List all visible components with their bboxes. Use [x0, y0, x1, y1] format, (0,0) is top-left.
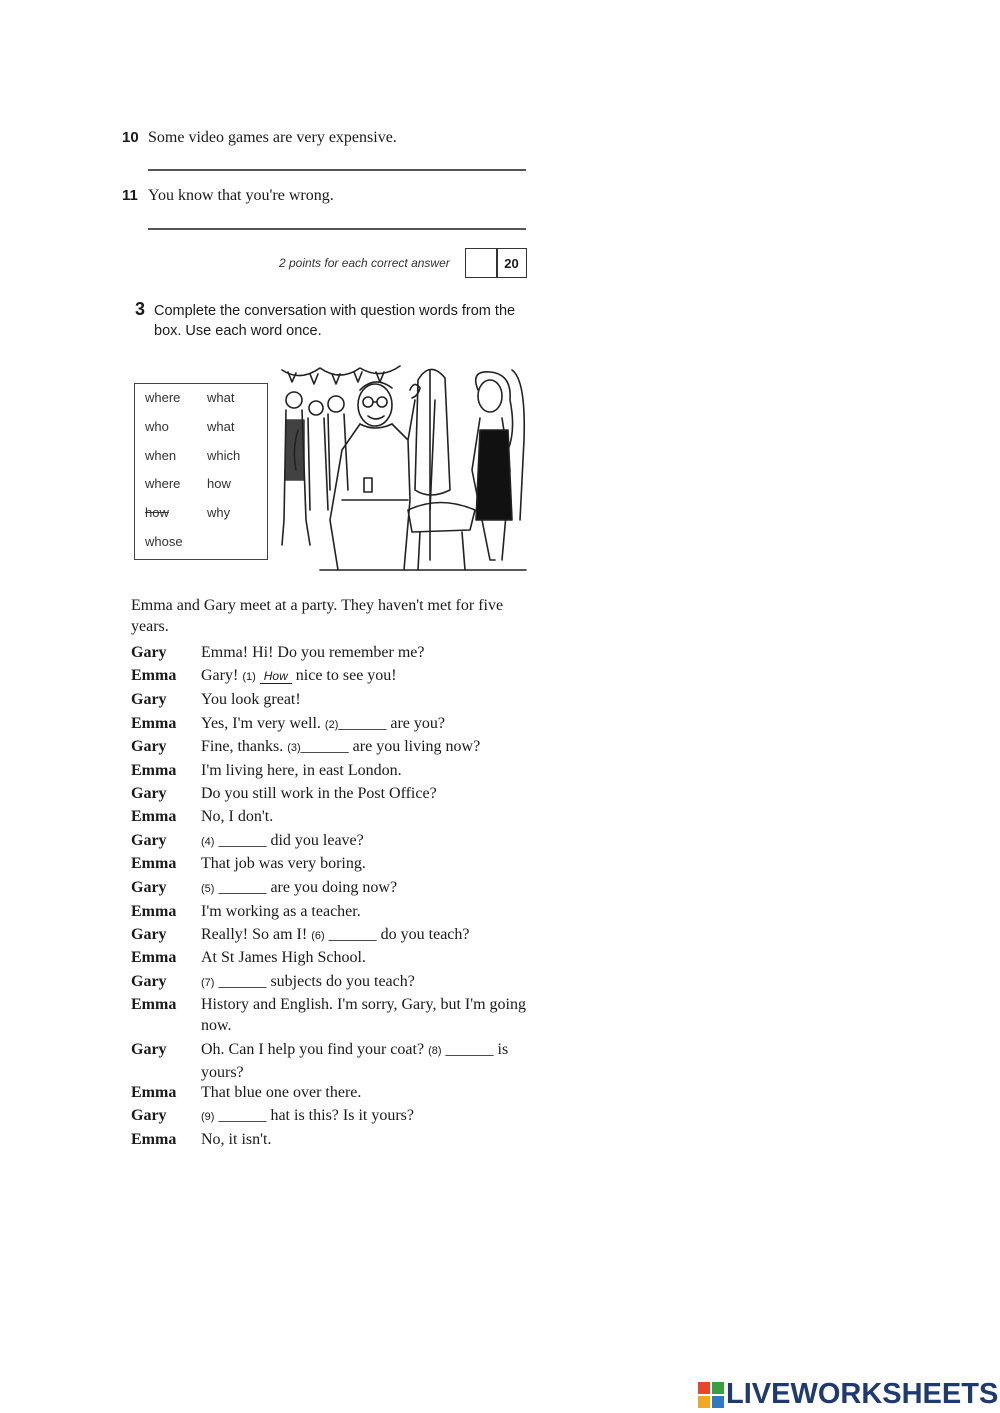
speaker: Emma — [131, 903, 177, 920]
dialogue-line-7 — [0, 783, 1000, 806]
question-text: Some video games are very expensive. — [148, 129, 397, 146]
gap-number: (4) — [201, 836, 215, 848]
word-box-item: what — [207, 390, 235, 405]
utterance-text: Fine, thanks. — [201, 738, 288, 755]
speaker: Gary — [131, 926, 167, 943]
answer-gap-3[interactable]: ______ are you living now? — [300, 738, 481, 755]
question-number: 10 — [122, 129, 139, 146]
dialogue-line-3 — [0, 689, 1000, 712]
speaker: Gary — [131, 832, 167, 849]
score-input[interactable] — [466, 249, 495, 277]
question-number: 11 — [122, 187, 138, 204]
dialogue-line-6 — [0, 760, 1000, 783]
dialogue-line-4 — [0, 713, 1000, 736]
score-total: 20 — [504, 255, 519, 271]
speaker: Emma — [131, 1131, 177, 1148]
answer-gap-4[interactable]: ______ did you leave? — [214, 832, 364, 849]
word-box-item: whose — [145, 534, 183, 549]
word-box-item: where — [145, 390, 181, 405]
utterance — [201, 665, 541, 688]
speaker: Gary — [131, 738, 167, 755]
answer-gap-8[interactable]: ______ is yours? — [201, 1041, 509, 1081]
word-box-item: when — [145, 448, 177, 463]
speaker: Emma — [131, 949, 177, 966]
dialogue-line-13 — [0, 924, 1000, 947]
word-box-item: which — [207, 448, 241, 463]
gap-number: (1) — [242, 671, 256, 683]
speaker: Emma — [131, 667, 177, 684]
utterance-text: nice to see you! — [291, 667, 397, 684]
question-11 — [122, 187, 334, 205]
word-box-item: how — [207, 476, 231, 491]
speaker: Emma — [131, 808, 177, 825]
word-box-item: what — [207, 419, 235, 434]
speaker: Emma — [131, 1084, 177, 1101]
speaker: Gary — [131, 691, 167, 708]
dialogue-line-8 — [0, 806, 1000, 829]
utterance — [201, 877, 541, 900]
utterance-text: Really! So am I! — [201, 926, 312, 943]
utterance: That job was very boring. — [201, 855, 366, 872]
speaker: Gary — [131, 1041, 167, 1058]
utterance: I'm working as a teacher. — [201, 903, 361, 920]
utterance-text: Oh. Can I help you find your coat? — [201, 1041, 429, 1058]
answer-line-11[interactable] — [148, 228, 526, 230]
question-text: You know that you're wrong. — [148, 187, 334, 204]
gap-number: (6) — [311, 930, 325, 942]
gap-number: (2) — [324, 719, 339, 731]
word-box-item: why — [207, 505, 231, 520]
answer-gap-7[interactable]: ______ subjects do you teach? — [214, 973, 415, 990]
speaker: Gary — [131, 973, 167, 990]
dialogue-line-19 — [0, 1105, 1000, 1128]
dialogue-intro: Emma and Gary meet at a party. They haven't met for five years. — [131, 597, 504, 635]
utterance: No, it isn't. — [201, 1131, 272, 1148]
word-box-item: who — [145, 419, 169, 434]
utterance — [201, 736, 541, 759]
utterance — [201, 971, 541, 994]
utterance: That blue one over there. — [201, 1084, 362, 1101]
gap-number: (5) — [201, 883, 215, 895]
word-box-item-used: how — [145, 505, 169, 520]
utterance: Emma! Hi! Do you remember me? — [201, 644, 425, 661]
dialogue-line-12 — [0, 901, 1000, 924]
dialogue-line-10 — [0, 853, 1000, 876]
utterance: You look great! — [201, 691, 301, 708]
utterance — [201, 1039, 541, 1083]
question-10 — [122, 129, 397, 147]
utterance: At St James High School. — [201, 949, 366, 966]
dialogue-line-14 — [0, 947, 1000, 970]
dialogue-line-1 — [0, 642, 1000, 665]
gap-number: (8) — [428, 1045, 442, 1057]
speaker: Gary — [131, 1107, 167, 1124]
party-illustration — [280, 360, 528, 582]
dialogue-line-18 — [0, 1082, 1000, 1105]
exercise-number: 3 — [135, 299, 146, 319]
dialogue-line-20 — [0, 1129, 1000, 1152]
speaker: Gary — [131, 644, 167, 661]
speaker: Emma — [131, 996, 177, 1013]
answer-line-10[interactable] — [148, 169, 526, 171]
answer-gap-6[interactable]: ______ do you teach? — [324, 926, 470, 943]
utterance — [201, 924, 541, 947]
utterance-text: Yes, I'm very well. — [201, 715, 325, 732]
liveworksheets-logo — [698, 1378, 998, 1411]
answer-gap-5[interactable]: ______ are you doing now? — [214, 879, 398, 896]
liveworksheets-wordmark: LIVEWORKSHEETS — [726, 1378, 999, 1410]
answer-gap-9[interactable]: ______ hat is this? Is it yours? — [214, 1107, 414, 1124]
utterance: Do you still work in the Post Office? — [201, 785, 437, 802]
dialogue-line-16 — [0, 994, 1000, 1038]
dialogue-line-2 — [0, 665, 1000, 688]
dialogue-line-15 — [0, 971, 1000, 994]
speaker: Emma — [131, 855, 177, 872]
score-box — [465, 248, 527, 278]
utterance-text: Gary! — [201, 667, 243, 684]
dialogue-line-17 — [0, 1039, 1000, 1083]
utterance: History and English. I'm sorry, Gary, but I'm going now. — [201, 996, 526, 1034]
utterance: I'm living here, in east London. — [201, 762, 402, 779]
gap-number: (7) — [201, 977, 215, 989]
dialogue-line-11 — [0, 877, 1000, 900]
speaker: Emma — [131, 762, 177, 779]
dialogue-line-9 — [0, 830, 1000, 853]
utterance — [201, 830, 541, 853]
points-note: 2 points for each correct answer — [279, 256, 450, 270]
dialogue-line-5 — [0, 736, 1000, 759]
speaker: Gary — [131, 785, 167, 802]
utterance — [201, 713, 541, 736]
exercise-instruction: Complete the conversation with question words from the box. Use each word once. — [154, 303, 516, 339]
gap-number: (3) — [287, 742, 301, 754]
utterance — [201, 1105, 541, 1128]
gap-number: (9) — [201, 1111, 215, 1123]
example-answer: How — [260, 669, 292, 684]
answer-gap-2[interactable]: ______ are you? — [338, 715, 446, 732]
speaker: Gary — [131, 879, 167, 896]
liveworksheets-logo-icon — [698, 1382, 724, 1408]
speaker: Emma — [131, 715, 177, 732]
utterance: No, I don't. — [201, 808, 274, 825]
word-box-item: where — [145, 476, 181, 491]
